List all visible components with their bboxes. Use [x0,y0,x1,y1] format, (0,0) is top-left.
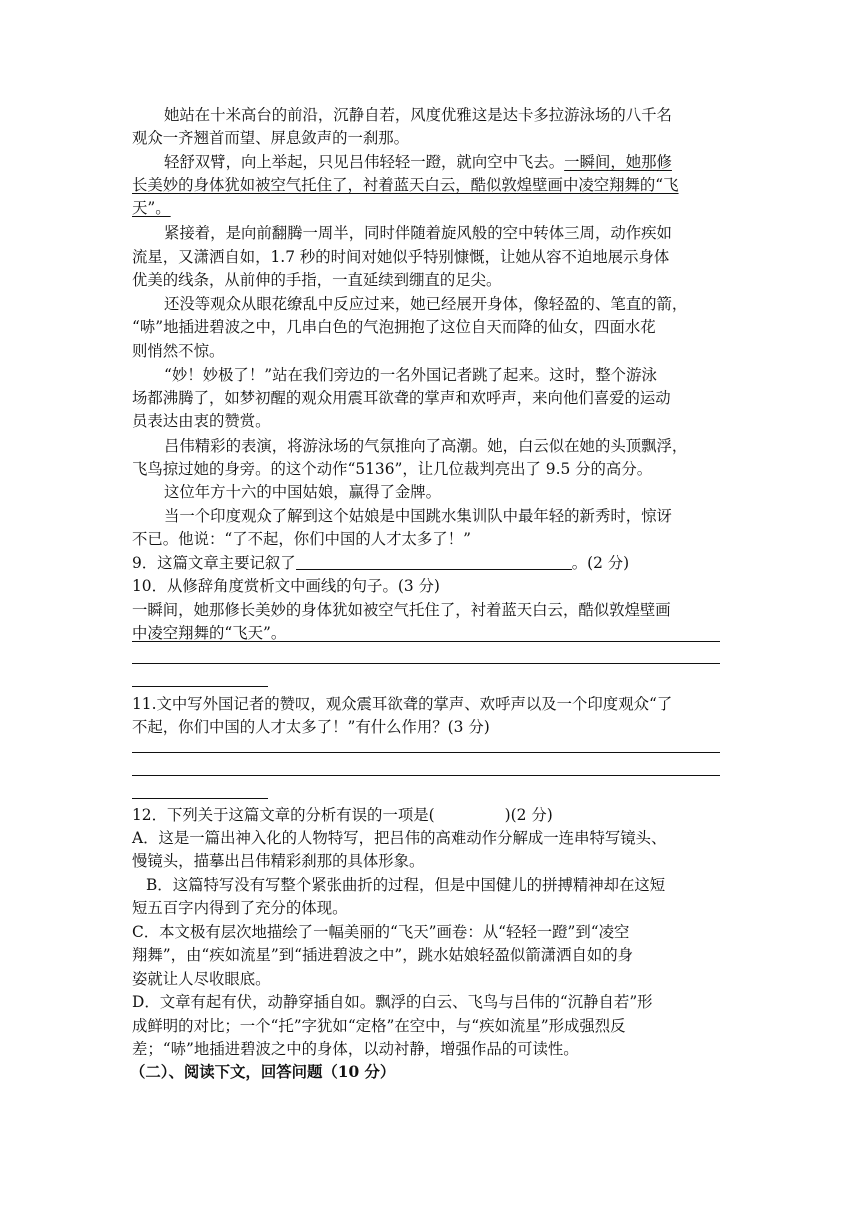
question-10-quote-line2: 中凌空翔舞的“飞天”。 [132,624,287,642]
passage-p7: 这位年方十六的中国姑娘，赢得了金牌。 [164,483,442,501]
passage-p6-line2: 飞鸟掠过她的身旁。的这个动作“5136”，让几位裁判亮出了 9.5 分的高分。 [132,460,653,478]
passage-p8-line1: 当一个印度观众了解到这个姑娘是中国跳水集训队中最年轻的新秀时，惊讶 [164,507,672,525]
passage-p4-line3: 则悄然不惊。 [132,342,225,360]
question-11-line2: 不起，你们中国的人才太多了！”有什么作用？(3 分) [132,718,490,736]
question-9-suffix: 。(2 分) [571,554,630,572]
section-heading: （二）、阅读下文，回答问题（10 分） [130,1063,396,1081]
passage-p2-line1 [164,151,672,173]
question-10: 10．从修辞角度赏析文中画线的句子。(3 分) [132,577,440,595]
option-d-line2: 成鲜明的对比；一个“托”字犹如“定格”在空中，与“疾如流星”形成强烈反 [132,1017,626,1035]
question-11-line1: 11.文中写外国记者的赞叹，观众震耳欲聋的掌声、欢呼声以及一个印度观众“了 [132,695,673,713]
passage-p2-line3: 天”。 [132,199,171,217]
question-12 [132,804,553,826]
option-a-line2: 慢镜头，描摹出吕伟精彩刹那的具体形象。 [132,852,425,870]
question-12-prefix: 12．下列关于这篇文章的分析有误的一项是( [132,806,435,824]
passage-p3-line3: 优美的线条，从前伸的手指，一直延续到绷直的足尖。 [132,271,502,289]
question-10-quote-line1: 一瞬间，她那修长美妙的身体犹如被空气托住了，衬着蓝天白云，酷似敦煌壁画 [132,601,671,619]
question-9 [132,552,629,574]
option-b-line1: B．这篇特写没有写整个紧张曲折的过程，但是中国健儿的拼搏精神却在这短 [146,876,666,894]
passage-p5-line2: 场都沸腾了，如梦初醒的观众用震耳欲聋的掌声和欢呼声，来向他们喜爱的运动 [132,389,671,407]
passage-p5-line3: 员表达由衷的赞赏。 [132,412,271,430]
option-b-line2: 短五百字内得到了充分的体现。 [132,899,348,917]
option-a-line1: A．这是一篇出神入化的人物特写，把吕伟的高难动作分解成一连串特写镜头、 [132,829,667,847]
question-12-suffix: )(2 分) [504,806,553,824]
option-c-line2: 翔舞”，由“疾如流星”到“插进碧波之中”，跳水姑娘轻盈似箭潇洒自如的身 [132,946,634,964]
question-10-answer-line-1[interactable] [132,641,720,642]
question-11-answer-line-3[interactable] [132,798,268,799]
passage-p4-line2: “哧”地插进碧波之中，几串白色的气泡拥抱了这位自天而降的仙女，四面水花 [132,318,656,336]
passage-p1-line1: 她站在十米高台的前沿，沉静自若，风度优雅这是达卡多拉游泳场的八千名 [164,106,672,124]
passage-p5-line1: “妙！妙极了！”站在我们旁边的一名外国记者跳了起来。这时，整个游泳 [164,366,657,384]
option-c-line3: 姿就让人尽收眼底。 [132,970,271,988]
passage-p2-underlined-start: 一瞬间，她那修 [564,153,672,171]
option-d-line1: D．文章有起有伏，动静穿插自如。飘浮的白云、飞鸟与吕伟的“沉静自若”形 [132,993,653,1011]
question-9-prefix: 9．这篇文章主要记叙了 [132,554,296,572]
passage-p1-line2: 观众一齐翘首而望、屏息敛声的一刹那。 [132,129,410,147]
passage-p6-line1: 吕伟精彩的表演，将游泳场的气氛推向了高潮。她，白云似在她的头顶飘浮， [164,437,688,455]
passage-p4-line1: 还没等观众从眼花缭乱中反应过来，她已经展开身体，像轻盈的、笔直的箭， [164,295,688,313]
passage-p2-line2: 长美妙的身体犹如被空气托住了，衬着蓝天白云，酷似敦煌壁画中凌空翔舞的“飞 [132,176,679,194]
question-10-answer-line-3[interactable] [132,686,268,687]
passage-p3-line1: 紧接着，是向前翻腾一周半，同时伴随着旋风般的空中转体三周，动作疾如 [164,224,672,242]
option-d-line3: 差；“哧”地插进碧波之中的身体，以动衬静，增强作品的可读性。 [132,1040,579,1058]
option-c-line1: C．本文极有层次地描绘了一幅美丽的“飞天”画卷：从“轻轻一蹬”到“凌空 [132,923,630,941]
passage-p2-plain: 轻舒双臂，向上举起，只见吕伟轻轻一蹬，就向空中飞去。 [164,153,565,171]
passage-p8-line2: 不已。他说：“了不起，你们中国的人才太多了！” [132,530,471,548]
passage-p3-line2: 流星，又潇洒自如，1.7 秒的时间对她似乎特别慷慨，让她从容不迫地展示身体 [132,248,670,266]
question-11-answer-line-2[interactable] [132,775,720,776]
question-10-answer-line-2[interactable] [132,663,720,664]
question-11-answer-line-1[interactable] [132,752,720,753]
question-9-answer-blank[interactable] [296,553,572,570]
